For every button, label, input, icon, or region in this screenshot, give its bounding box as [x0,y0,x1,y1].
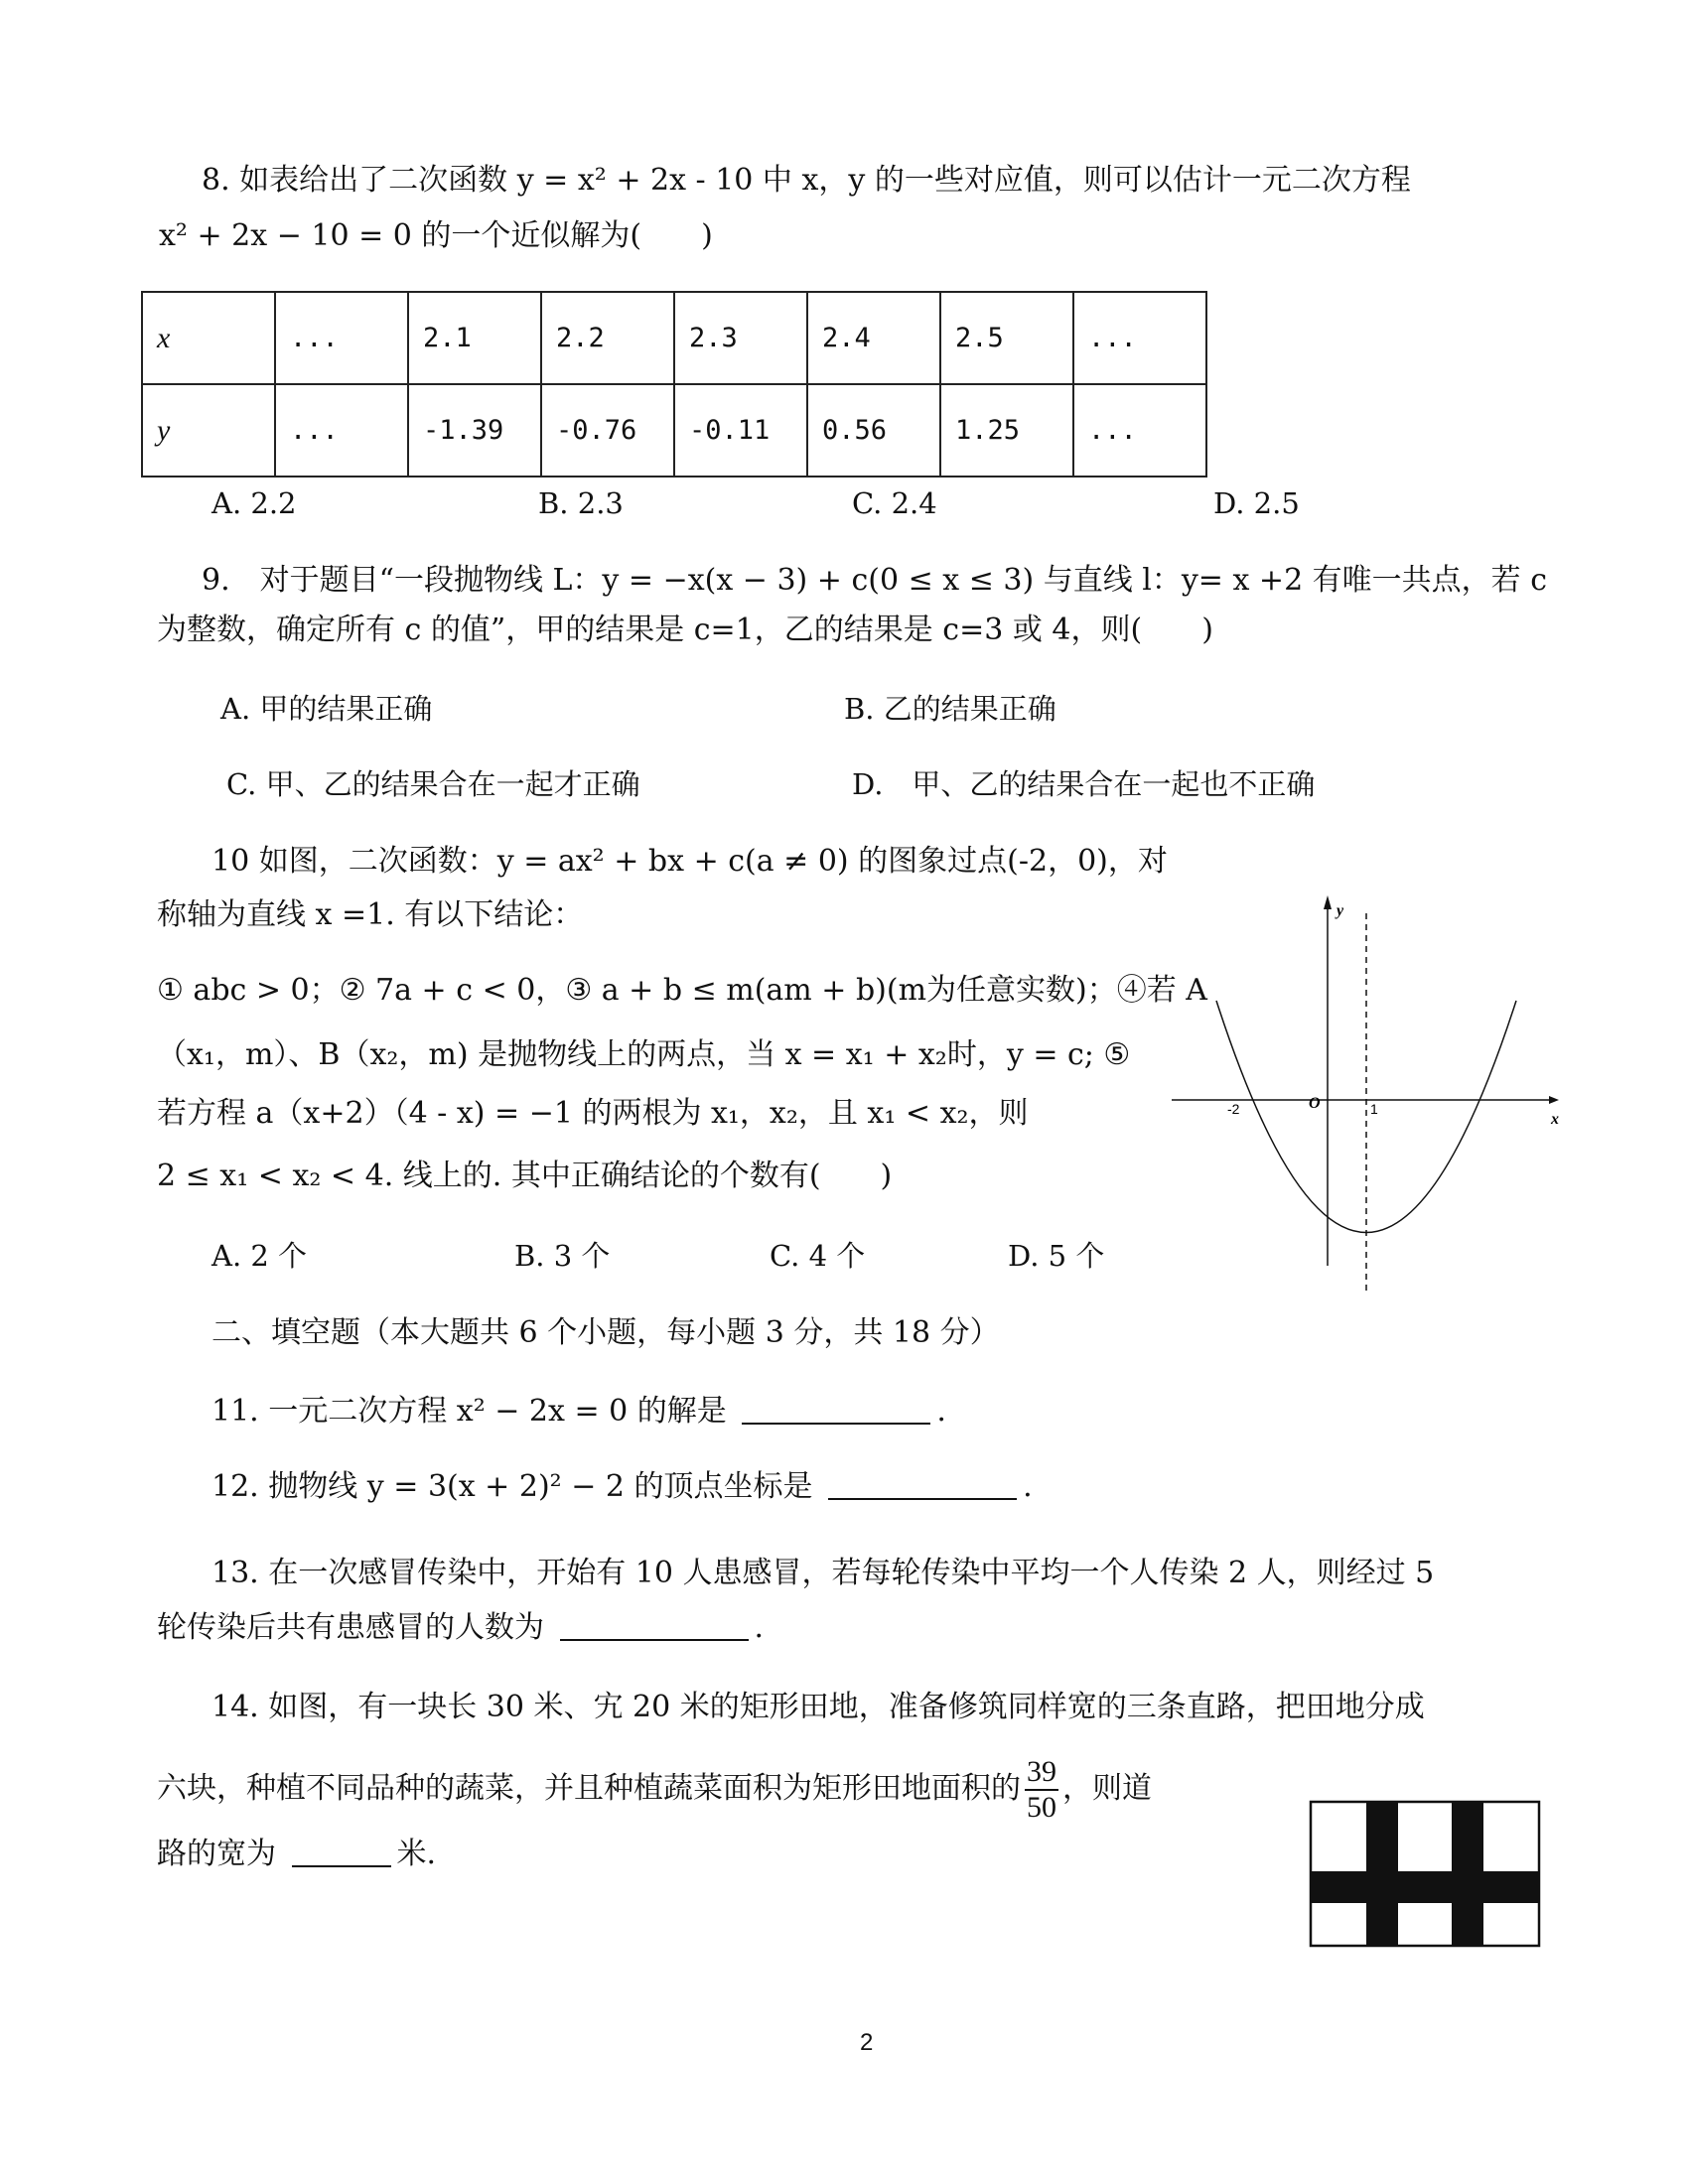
table-cell: 0.56 [807,384,940,477]
table-cell: y [142,384,275,477]
q13-answer-blank[interactable] [560,1609,749,1641]
value-table [141,291,1207,478]
field-roads-figure [1309,1800,1547,1954]
x-axis-label: x [1551,1111,1559,1128]
q8-option-c[interactable]: C. 2.4 [852,486,937,520]
q11-text: 11. 一元二次方程 x² − 2x = 0 的解是 [211,1394,727,1429]
q13-line2 [157,1608,764,1648]
table-cell: -0.76 [541,384,674,477]
section-2-heading: 二、填空题（本大题共 6 个小题，每小题 3 分，共 18 分） [211,1315,1000,1350]
table-cell: -0.11 [674,384,807,477]
y-axis-label: y [1336,902,1344,919]
table-cell: -1.39 [408,384,541,477]
table-cell: 1.25 [940,384,1073,477]
q13-end: . [754,1610,765,1645]
table-cell: ... [275,384,408,477]
q9-line2: 为整数，确定所有 c 的值”，甲的结果是 c=1，乙的结果是 c=3 或 4，则( ) [157,613,1213,647]
q13-line1: 13. 在一次感冒传染中，开始有 10 人患感冒，若每轮传染中平均一个人传染 2 人，则经过 5 [211,1556,1435,1590]
q9-option-d[interactable]: D. 甲、乙的结果合在一起也不正确 [852,767,1316,801]
table-cell: 2.1 [408,292,541,384]
area-fraction [1025,1755,1058,1825]
q9-line1: 9. 对于题目“一段抛物线 L：y = −x(x − 3) + c(0 ≤ x ≤ 3) 与直线 l：y= x +2 有唯一共点，若 c [202,563,1548,598]
q8-line1: 8. 如表给出了二次函数 y = x² + 2x - 10 中 x，y 的一些对应值，则可以估计一元二次方程 [202,163,1411,198]
left-root-label: -2 [1227,1101,1240,1117]
origin-label: O [1309,1095,1321,1112]
q14-text-pre3: 路的宽为 [157,1837,276,1871]
q14-text-pre: 六块，种植不同品种的蔬菜，并且种植蔬菜面积为矩形田地面积的 [157,1771,1021,1806]
q11-line [211,1392,946,1432]
q9-option-b[interactable]: B. 乙的结果正确 [844,692,1056,726]
q10-line2: 称轴为直线 x =1. 有以下结论： [157,897,584,932]
parabola-graph [1162,884,1599,1300]
fraction-denominator: 50 [1027,1791,1056,1824]
q10-option-d[interactable]: D. 5 个 [1008,1239,1105,1273]
q12-answer-blank[interactable] [828,1468,1017,1500]
q8-line2: x² + 2x − 10 = 0 的一个近似解为( ) [159,218,713,253]
q14-line2 [157,1749,1152,1829]
q14-text-post: ，则道 [1062,1771,1152,1806]
q14-answer-blank[interactable] [292,1836,391,1867]
q10-line6: 2 ≤ x₁ < x₂ < 4. 线上的. 其中正确结论的个数有( ) [157,1159,893,1193]
q14-line3 [157,1835,436,1874]
table-row-x [142,292,1206,384]
q14-line1: 14. 如图，有一块长 30 米、宄 20 米的矩形田地，准备修筑同样宽的三条直路，把田地分成 [211,1690,1425,1724]
table-cell: x [142,292,275,384]
table-cell: ... [275,292,408,384]
table-cell: ... [1073,384,1206,477]
q12-line [211,1467,1033,1507]
q10-line5: 若方程 a（x+2）（4 - x) = −1 的两根为 x₁，x₂，且 x₁ < x₂，则 [157,1096,1029,1131]
q12-end: . [1023,1469,1033,1504]
table-cell: 2.5 [940,292,1073,384]
q8-option-d[interactable]: D. 2.5 [1213,486,1300,520]
one-tick-label: 1 [1370,1101,1378,1117]
q9-option-a[interactable]: A. 甲的结果正确 [220,692,433,726]
road-horizontal [1311,1871,1539,1903]
table-cell: 2.2 [541,292,674,384]
q10-line4: （x₁，m）、B（x₂，m) 是抛物线上的两点，当 x = x₁ + x₂时，y = c; ⑤ [157,1037,1131,1072]
q10-line3: ① abc > 0；② 7a + c < 0，③ a + b ≤ m(am + b)(m为任意实数)；④若 A [157,973,1207,1008]
q10-option-a[interactable]: A. 2 个 [211,1239,308,1273]
q8-option-a[interactable]: A. 2.2 [211,486,297,520]
table-cell: 2.3 [674,292,807,384]
q10-option-c[interactable]: C. 4 个 [770,1239,866,1273]
q13-text: 轮传染后共有患感冒的人数为 [157,1610,544,1645]
table-cell: 2.4 [807,292,940,384]
fraction-numerator: 39 [1025,1755,1058,1791]
q8-option-b[interactable]: B. 2.3 [538,486,624,520]
q14-text-post3: 米. [396,1837,437,1871]
q11-answer-blank[interactable] [742,1393,930,1425]
q10-option-b[interactable]: B. 3 个 [514,1239,611,1273]
q10-line1: 10 如图，二次函数：y = ax² + bx + c(a ≠ 0) 的图象过点(-2，0)，对 [211,844,1168,879]
table-cell: ... [1073,292,1206,384]
q9-option-c[interactable]: C. 甲、乙的结果合在一起才正确 [226,767,640,801]
q11-end: . [936,1394,946,1429]
table-row-y [142,384,1206,477]
x-axis-arrow-icon [1549,1096,1559,1104]
q12-text: 12. 抛物线 y = 3(x + 2)² − 2 的顶点坐标是 [211,1469,813,1504]
y-axis-arrow-icon [1324,895,1332,909]
page-number: 2 [860,2029,874,2056]
